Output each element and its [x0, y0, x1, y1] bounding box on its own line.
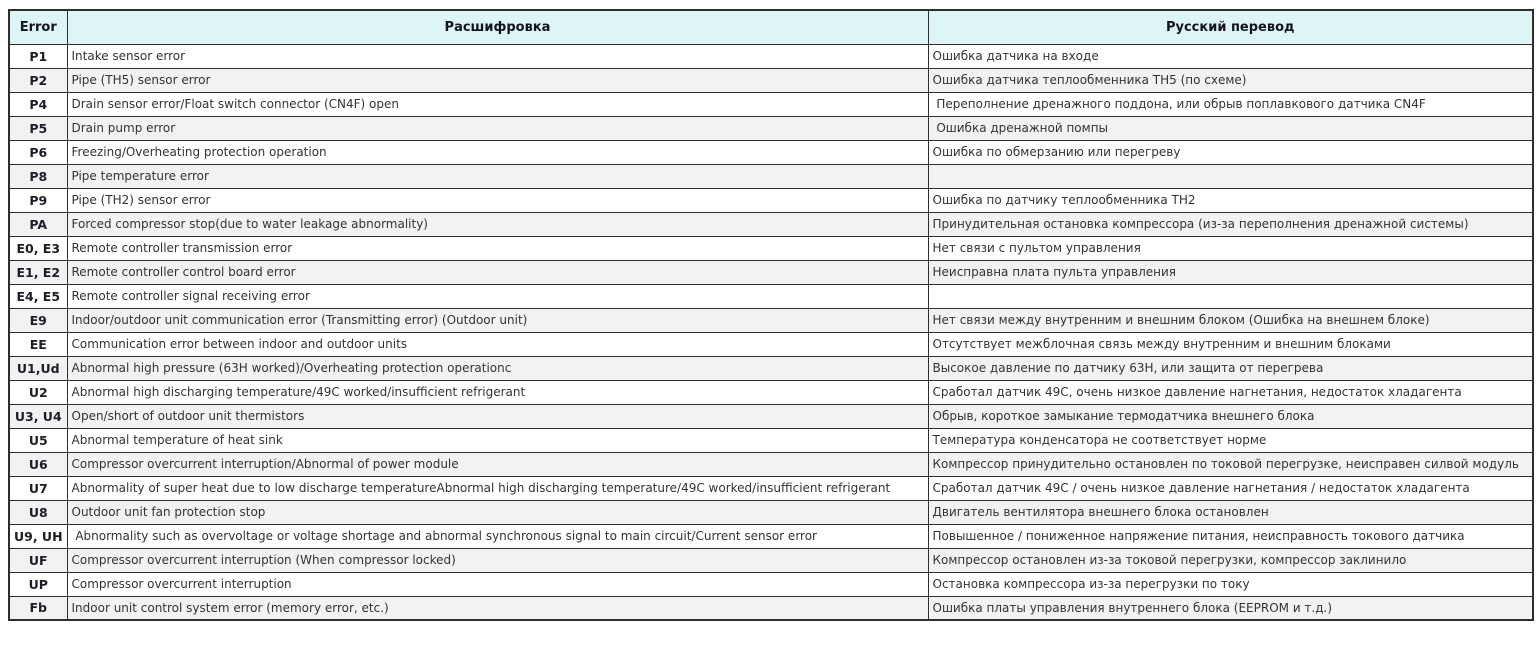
error-code-cell: P4	[9, 92, 67, 116]
error-code-cell: U6	[9, 452, 67, 476]
description-cell: Pipe (TH2) sensor error	[67, 188, 928, 212]
error-table-body	[9, 44, 1533, 620]
table-row	[9, 572, 1533, 596]
description-cell: Compressor overcurrent interruption (When compressor locked)	[67, 548, 928, 572]
error-code-cell: P6	[9, 140, 67, 164]
translation-cell: Переполнение дренажного поддона, или обрыв поплавкового датчика CN4F	[928, 92, 1533, 116]
error-code-cell: E1, E2	[9, 260, 67, 284]
translation-cell: Ошибка по обмерзанию или перегреву	[928, 140, 1533, 164]
table-row	[9, 380, 1533, 404]
translation-cell: Температура конденсатора не соответствует норме	[928, 428, 1533, 452]
header-row	[9, 10, 1533, 44]
translation-cell	[928, 284, 1533, 308]
translation-cell: Обрыв, короткое замыкание термодатчика внешнего блока	[928, 404, 1533, 428]
description-cell: Abnormality such as overvoltage or voltage shortage and abnormal synchronous signal to main circuit/Current sensor error	[67, 524, 928, 548]
table-header	[9, 10, 1533, 44]
table-row	[9, 284, 1533, 308]
error-code-cell: PA	[9, 212, 67, 236]
error-code-table	[8, 9, 1534, 621]
description-cell: Remote controller signal receiving error	[67, 284, 928, 308]
error-code-cell: P5	[9, 116, 67, 140]
description-cell: Indoor/outdoor unit communication error (Transmitting error) (Outdoor unit)	[67, 308, 928, 332]
description-cell: Drain sensor error/Float switch connector (CN4F) open	[67, 92, 928, 116]
error-code-cell: P8	[9, 164, 67, 188]
column-header-error: Error	[9, 10, 67, 44]
description-cell: Abnormal high pressure (63H worked)/Overheating protection operationc	[67, 356, 928, 380]
table-row	[9, 356, 1533, 380]
translation-cell: Ошибка по датчику теплообменника TH2	[928, 188, 1533, 212]
table-row	[9, 212, 1533, 236]
error-code-cell: EE	[9, 332, 67, 356]
table-row	[9, 452, 1533, 476]
table-row	[9, 428, 1533, 452]
translation-cell	[928, 164, 1533, 188]
error-code-cell: E9	[9, 308, 67, 332]
column-header-translation: Русский перевод	[928, 10, 1533, 44]
table-row	[9, 92, 1533, 116]
table-row	[9, 260, 1533, 284]
error-code-cell: U1,Ud	[9, 356, 67, 380]
description-cell: Pipe temperature error	[67, 164, 928, 188]
table-row	[9, 500, 1533, 524]
description-cell: Communication error between indoor and outdoor units	[67, 332, 928, 356]
description-cell: Abnormal temperature of heat sink	[67, 428, 928, 452]
translation-cell: Ошибка датчика на входе	[928, 44, 1533, 68]
description-cell: Compressor overcurrent interruption	[67, 572, 928, 596]
translation-cell: Компрессор принудительно остановлен по токовой перегрузке, неисправен силвой модуль	[928, 452, 1533, 476]
error-code-cell: E4, E5	[9, 284, 67, 308]
table-row	[9, 116, 1533, 140]
description-cell: Drain pump error	[67, 116, 928, 140]
table-row	[9, 164, 1533, 188]
error-code-cell: UP	[9, 572, 67, 596]
error-code-cell: E0, E3	[9, 236, 67, 260]
description-cell: Remote controller control board error	[67, 260, 928, 284]
error-code-cell: Fb	[9, 596, 67, 620]
description-cell: Compressor overcurrent interruption/Abnormal of power module	[67, 452, 928, 476]
description-cell: Outdoor unit fan protection stop	[67, 500, 928, 524]
description-cell: Forced compressor stop(due to water leakage abnormality)	[67, 212, 928, 236]
table-row	[9, 404, 1533, 428]
table-row	[9, 188, 1533, 212]
table-row	[9, 44, 1533, 68]
translation-cell: Неисправна плата пульта управления	[928, 260, 1533, 284]
error-code-cell: U2	[9, 380, 67, 404]
table-row	[9, 596, 1533, 620]
error-code-cell: P9	[9, 188, 67, 212]
error-code-cell: U8	[9, 500, 67, 524]
table-row	[9, 332, 1533, 356]
translation-cell: Высокое давление по датчику 63H, или защита от перегрева	[928, 356, 1533, 380]
description-cell: Open/short of outdoor unit thermistors	[67, 404, 928, 428]
translation-cell: Компрессор остановлен из-за токовой перегрузки, компрессор заклинило	[928, 548, 1533, 572]
description-cell: Abnormal high discharging temperature/49C worked/insufficient refrigerant	[67, 380, 928, 404]
description-cell: Pipe (TH5) sensor error	[67, 68, 928, 92]
column-header-description: Расшифровка	[67, 10, 928, 44]
table-row	[9, 476, 1533, 500]
error-code-cell: UF	[9, 548, 67, 572]
translation-cell: Сработал датчик 49C / очень низкое давление нагнетания / недостаток хладагента	[928, 476, 1533, 500]
description-cell: Intake sensor error	[67, 44, 928, 68]
error-code-cell: U7	[9, 476, 67, 500]
table-row	[9, 68, 1533, 92]
translation-cell: Нет связи с пультом управления	[928, 236, 1533, 260]
error-code-cell: P2	[9, 68, 67, 92]
table-row	[9, 548, 1533, 572]
translation-cell: Ошибка датчика теплообменника TH5 (по схеме)	[928, 68, 1533, 92]
translation-cell: Нет связи между внутренним и внешним блоком (Ошибка на внешнем блоке)	[928, 308, 1533, 332]
table-row	[9, 308, 1533, 332]
description-cell: Remote controller transmission error	[67, 236, 928, 260]
error-code-cell: U3, U4	[9, 404, 67, 428]
description-cell: Freezing/Overheating protection operation	[67, 140, 928, 164]
description-cell: Abnormality of super heat due to low discharge temperatureAbnormal high discharging temperature/49C worked/insufficient refrigerant	[67, 476, 928, 500]
table-row	[9, 236, 1533, 260]
translation-cell: Двигатель вентилятора внешнего блока остановлен	[928, 500, 1533, 524]
translation-cell: Повышенное / пониженное напряжение питания, неисправность токового датчика	[928, 524, 1533, 548]
translation-cell: Ошибка платы управления внутреннего блока (EEPROM и т.д.)	[928, 596, 1533, 620]
error-code-cell: U9, UH	[9, 524, 67, 548]
translation-cell: Принудительная остановка компрессора (из-за переполнения дренажной системы)	[928, 212, 1533, 236]
error-code-cell: P1	[9, 44, 67, 68]
translation-cell: Ошибка дренажной помпы	[928, 116, 1533, 140]
translation-cell: Отсутствует межблочная связь между внутренним и внешним блоками	[928, 332, 1533, 356]
table-row	[9, 140, 1533, 164]
error-code-cell: U5	[9, 428, 67, 452]
table-row	[9, 524, 1533, 548]
description-cell: Indoor unit control system error (memory error, etc.)	[67, 596, 928, 620]
translation-cell: Остановка компрессора из-за перегрузки по току	[928, 572, 1533, 596]
translation-cell: Сработал датчик 49C, очень низкое давление нагнетания, недостаток хладагента	[928, 380, 1533, 404]
